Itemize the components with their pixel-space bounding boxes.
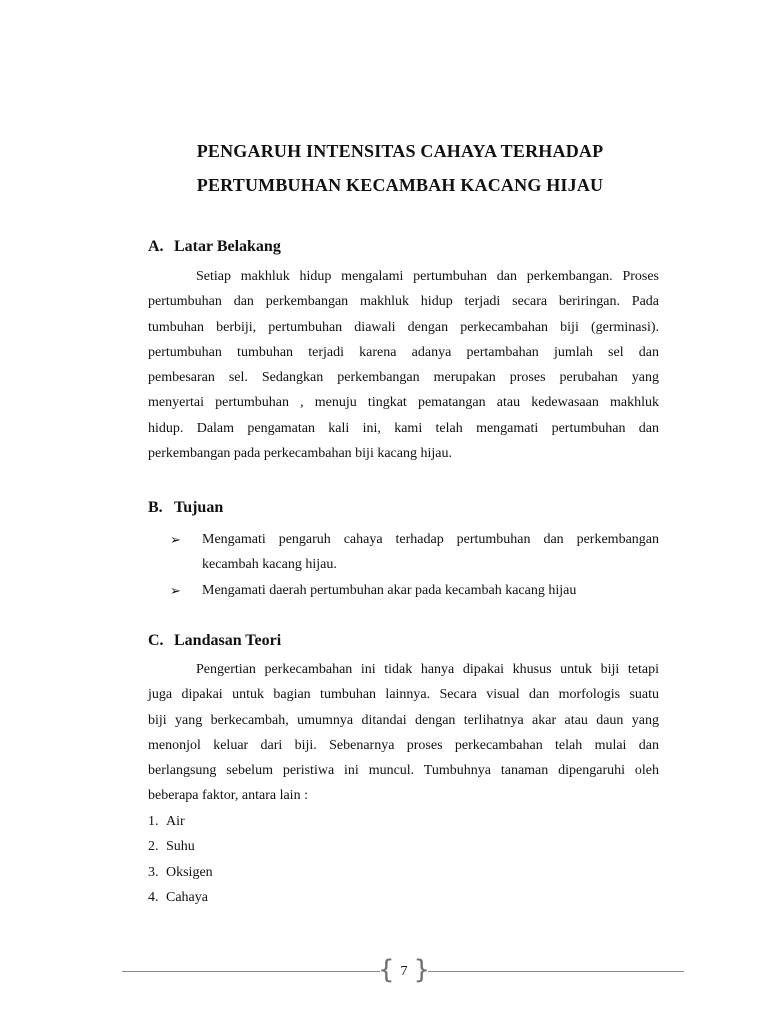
footer-rule-left	[122, 971, 380, 972]
section-c-title: Landasan Teori	[174, 632, 282, 649]
list-item-text: kecambah kacang hijau.	[202, 557, 337, 573]
paragraph-line: berlangsung sebelum peristiwa ini muncul. Tumbuhnya tanaman dipengaruhi oleh	[148, 763, 659, 779]
list-item-text: Air	[166, 814, 185, 829]
paragraph-line: menyertai pertumbuhan , menuju tingkat pematangan atau kedewasaan makhluk	[148, 395, 659, 411]
section-c-letter: C.	[148, 632, 164, 649]
paragraph-line: pembesaran sel. Sedangkan perkembangan merupakan proses perubahan yang	[148, 370, 659, 386]
list-number: 4.	[148, 889, 159, 905]
section-a-paragraph	[148, 264, 659, 466]
page-number: 7	[400, 964, 408, 979]
paragraph-line: tumbuhan berbiji, pertumbuhan diawali dengan perkecambahan biji (germinasi).	[148, 319, 659, 335]
section-a-heading	[148, 238, 281, 256]
list-item-text: Mengamati daerah pertumbuhan akar pada kecambah kacang hijau	[202, 582, 577, 598]
paragraph-line: perkembangan pada perkecambahan biji kacang hijau.	[148, 446, 452, 462]
document-title-line-2: PERTUMBUHAN KECAMBAH KACANG HIJAU	[196, 175, 604, 195]
section-a-letter: A.	[148, 238, 164, 255]
paragraph-line: biji yang berkecambah, umumnya ditandai dengan terlihatnya akar atau daun yang	[148, 712, 659, 728]
list-number: 3.	[148, 864, 159, 880]
objectives-list	[148, 527, 659, 603]
left-brace-icon: {	[378, 955, 395, 985]
section-a-title: Latar Belakang	[174, 238, 281, 255]
arrow-bullet-icon: ➢	[170, 532, 181, 547]
paragraph-line: Pengertian perkecambahan ini tidak hanya dipakai khusus untuk biji tetapi	[196, 662, 659, 677]
list-item	[148, 860, 213, 885]
arrow-bullet-icon: ➢	[170, 582, 181, 598]
list-number: 2.	[148, 839, 159, 855]
section-c-heading	[148, 632, 281, 650]
list-item-text: Cahaya	[166, 889, 208, 905]
section-b-heading	[148, 499, 223, 517]
right-brace-icon: }	[413, 955, 430, 985]
list-item-text: Suhu	[166, 839, 195, 855]
footer-rule-right	[428, 971, 684, 972]
factors-list	[148, 809, 213, 910]
paragraph-line: beberapa faktor, antara lain :	[148, 788, 308, 804]
list-item	[148, 834, 213, 859]
paragraph-line: menonjol keluar dari biji. Sebenarnya proses perkecambahan telah mulai dan	[148, 737, 659, 753]
list-item-text: Oksigen	[166, 864, 213, 880]
page-number-box	[378, 955, 430, 986]
paragraph-line: juga dipakai untuk bagian tumbuhan lainnya. Secara visual dan morfologis suatu	[148, 687, 659, 703]
list-number: 1.	[148, 814, 159, 829]
paragraph-line: Setiap makhluk hidup mengalami pertumbuhan dan perkembangan. Proses	[196, 269, 659, 284]
list-item-text: Mengamati pengaruh cahaya terhadap pertumbuhan dan perkembangan	[202, 532, 659, 547]
paragraph-line: hidup. Dalam pengamatan kali ini, kami telah mengamati pertumbuhan dan	[148, 420, 659, 436]
list-item	[148, 809, 213, 834]
section-b-letter: B.	[148, 499, 163, 516]
section-c-paragraph	[148, 657, 659, 809]
list-item	[148, 885, 213, 910]
document-title-line-1: PENGARUH INTENSITAS CAHAYA TERHADAP	[196, 141, 604, 161]
paragraph-line: pertumbuhan dan perkembangan makhluk hidup terjadi secara beriringan. Pada	[148, 294, 659, 310]
paragraph-line: pertumbuhan tumbuhan terjadi karena adanya pertambahan jumlah sel dan	[148, 344, 659, 360]
section-b-title: Tujuan	[174, 499, 224, 516]
list-item	[148, 578, 659, 603]
list-item	[148, 527, 659, 578]
